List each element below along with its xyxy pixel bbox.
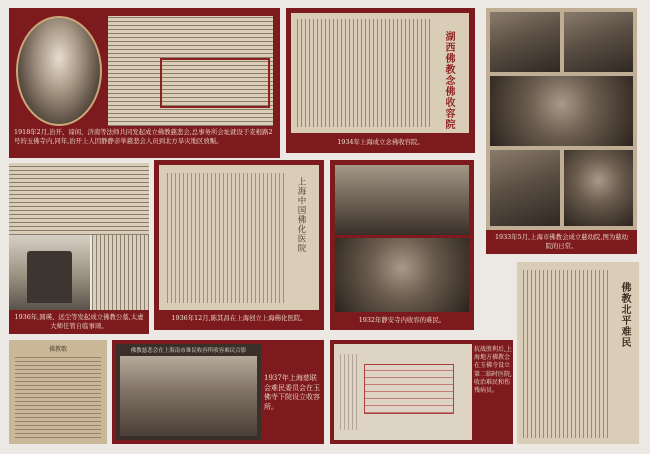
caption-1933: 1933年5月,上海市佛教会成立慈幼院,图为慈幼院的日常。 xyxy=(486,230,637,254)
shelter-photo-banner: 佛教慈悲会在上海南市难民收容所收容难民合影 xyxy=(130,348,247,354)
document-1934 xyxy=(291,13,469,133)
hospital-certificate xyxy=(334,344,472,440)
buddhist-song-sheet xyxy=(9,340,107,444)
document-title: 湖西佛教念佛收容院 xyxy=(443,31,454,130)
shelter-photo-crowd xyxy=(120,356,257,436)
caption-1937: 1937年上海慈联会难民委员会在玉佛寺下院设立收容所。 xyxy=(264,374,320,411)
certificate-red-table xyxy=(364,364,454,414)
refugees-photo-top xyxy=(335,165,469,235)
gate-shape xyxy=(27,251,72,303)
newspaper-highlight-box xyxy=(160,58,270,108)
photo-children-5 xyxy=(564,150,633,226)
certificate-side-text xyxy=(340,354,358,430)
cemetery-document xyxy=(9,163,149,235)
caption-1936-cemetery: 1936年,圆瑛、远尘等发起成立佛教公墓,太虚大师任管自临事颂。 xyxy=(9,310,149,334)
caption-postwar: 抗战胜利后,上海地方佛教会在玉佛寺设立第二临时医院,收治难民和伤残病员。 xyxy=(474,346,512,395)
song-title: 佛教歌 xyxy=(48,346,67,353)
hospital-document-text xyxy=(167,173,287,303)
photo-children-1 xyxy=(490,12,560,72)
refugee-newspaper-text xyxy=(523,270,611,438)
caption-1918: 1918年2月,治开、谛闲、济南等法师共同发起成立佛教慈悲会,总事务所会址就设于麦根路2号的玉佛寺内,同年,治开上人因静静亲举慈悲会人员到北方旱灾地区放赈。 xyxy=(14,128,273,145)
caption-1936-hospital: 1936年12月,陈其昌在上海创立上海佛化医院。 xyxy=(171,314,307,322)
document-text xyxy=(297,19,432,127)
song-staff xyxy=(15,356,101,438)
cemetery-notice xyxy=(92,235,149,310)
caption-1934: 1934年上海成立念佛收容院。 xyxy=(337,138,424,146)
orphanage-photo-collage xyxy=(486,8,637,230)
hospital-document xyxy=(159,165,319,310)
hospital-document-title: 上海中国佛化医院 xyxy=(296,177,306,253)
photo-children-4 xyxy=(490,150,560,226)
refugee-newspaper xyxy=(517,262,639,444)
refugees-photo-bottom xyxy=(335,238,469,312)
photo-children-3 xyxy=(490,76,633,146)
portrait-photo xyxy=(16,16,102,126)
refugee-newspaper-title: 佛教北平难民 xyxy=(619,282,630,348)
photo-children-2 xyxy=(564,12,633,72)
shelter-group-photo xyxy=(116,344,261,440)
cemetery-gate-photo xyxy=(9,235,90,310)
caption-1932: 1932年静安寺内收容的难民。 xyxy=(358,316,446,324)
